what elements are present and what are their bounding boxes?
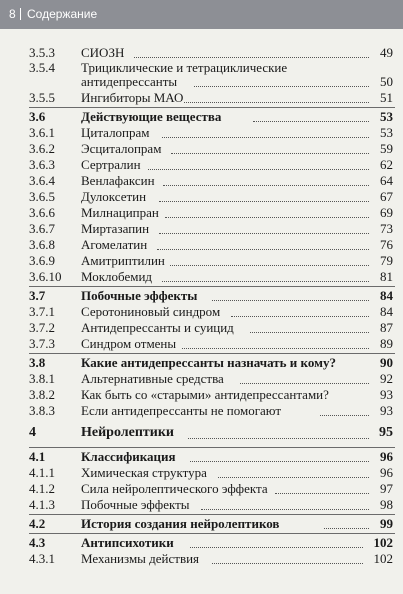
- entry-title: Циталопрам: [81, 125, 150, 140]
- dot-leader: [218, 477, 369, 478]
- entry-page: 59: [380, 141, 393, 156]
- dot-leader: [159, 201, 369, 202]
- entry-page: 90: [380, 355, 393, 370]
- entry-page: 62: [380, 157, 393, 172]
- entry-number: 3.7: [29, 288, 46, 303]
- entry-title: Побочные эффекты: [81, 497, 190, 512]
- entry-page: 87: [380, 320, 393, 335]
- dot-leader: [231, 316, 369, 317]
- entry-number: 4.1.3: [29, 497, 55, 512]
- dot-leader: [134, 57, 369, 58]
- entry-title: История создания нейролептиков: [81, 516, 280, 531]
- dot-leader: [194, 86, 369, 87]
- dot-leader: [148, 169, 369, 170]
- section-divider: [29, 447, 395, 448]
- entry-title: СИОЗН: [81, 45, 125, 60]
- entry-title: Нейролептики: [81, 425, 174, 440]
- entry-page: 84: [380, 304, 393, 319]
- page-number: 8: [9, 7, 16, 21]
- entry-number: 3.6.8: [29, 237, 55, 252]
- dot-leader: [324, 528, 369, 529]
- entry-page: 98: [380, 497, 393, 512]
- entry-title: Синдром отмены: [81, 336, 177, 351]
- entry-page: 79: [380, 253, 393, 268]
- entry-page: 92: [380, 371, 393, 386]
- entry-number: 4.1.1: [29, 465, 55, 480]
- entry-number: 3.6.7: [29, 221, 55, 236]
- dot-leader: [190, 461, 369, 462]
- entry-title: Амитриптилин: [81, 253, 165, 268]
- dot-leader: [201, 509, 369, 510]
- entry-title: Как быть со «старыми» антидепрессантами?: [81, 387, 329, 402]
- entry-page: 50: [380, 74, 393, 89]
- entry-page: 69: [380, 205, 393, 220]
- entry-page: 81: [380, 269, 393, 284]
- entry-title: Агомелатин: [81, 237, 148, 252]
- entry-title: Механизмы действия: [81, 551, 200, 566]
- entry-number: 3.6.2: [29, 141, 55, 156]
- dot-leader: [253, 121, 369, 122]
- dot-leader: [170, 265, 369, 266]
- entry-page: 73: [380, 221, 393, 236]
- entry-title: Эсциталопрам: [81, 141, 162, 156]
- entry-number: 4.3: [29, 535, 46, 550]
- entry-title: Милнаципран: [81, 205, 159, 220]
- dot-leader: [157, 249, 369, 250]
- entry-page: 53: [380, 109, 393, 124]
- entry-title: Дулоксетин: [81, 189, 147, 204]
- dot-leader: [250, 332, 369, 333]
- entry-title: Действующие вещества: [81, 109, 222, 124]
- entry-title: Если антидепрессанты не помогают: [81, 403, 282, 418]
- entry-title: Альтернативные средства: [81, 371, 224, 386]
- entry-number: 3.6.3: [29, 157, 55, 172]
- entry-number: 4.1: [29, 449, 46, 464]
- entry-number: 3.5.4: [29, 60, 55, 75]
- dot-leader: [163, 185, 369, 186]
- entry-page: 99: [380, 516, 393, 531]
- dot-leader: [275, 493, 369, 494]
- entry-number: 4.1.2: [29, 481, 55, 496]
- entry-title: Миртазапин: [81, 221, 150, 236]
- entry-page: 96: [380, 465, 393, 480]
- section-divider: [29, 514, 395, 515]
- entry-number: 3.5.3: [29, 45, 55, 60]
- entry-number: 4.2: [29, 516, 46, 531]
- dot-leader: [171, 153, 369, 154]
- entry-number: 3.6.6: [29, 205, 55, 220]
- entry-page: 93: [380, 403, 393, 418]
- entry-page: 89: [380, 336, 393, 351]
- entry-number: 3.7.2: [29, 320, 55, 335]
- entry-title-line2: антидепрессанты: [81, 74, 178, 89]
- entry-title: Классификация: [81, 449, 176, 464]
- dot-leader: [182, 348, 369, 349]
- entry-number: 4.3.1: [29, 551, 55, 566]
- entry-title: Антидепрессанты и суицид: [81, 320, 234, 335]
- section-divider: [29, 107, 395, 108]
- entry-page: 102: [373, 551, 393, 566]
- entry-number: 3.7.1: [29, 304, 55, 319]
- dot-leader: [240, 383, 369, 384]
- entry-number: 3.8: [29, 355, 46, 370]
- entry-page: 97: [380, 481, 393, 496]
- entry-number: 3.8.3: [29, 403, 55, 418]
- entry-page: 49: [380, 45, 393, 60]
- entry-number: 3.6: [29, 109, 46, 124]
- entry-number: 3.8.2: [29, 387, 55, 402]
- header-separator: [20, 8, 21, 20]
- entry-page: 64: [380, 173, 393, 188]
- entry-number: 3.6.4: [29, 173, 55, 188]
- entry-page: 102: [373, 535, 393, 550]
- entry-title: Сила нейролептического эффекта: [81, 481, 268, 496]
- entry-page: 67: [380, 189, 393, 204]
- entry-title: Побочные эффекты: [81, 288, 198, 303]
- entry-title: Ингибиторы МАО: [81, 90, 184, 105]
- dot-leader: [162, 137, 369, 138]
- dot-leader: [159, 233, 369, 234]
- dot-leader: [320, 415, 369, 416]
- entry-page: 53: [380, 125, 393, 140]
- entry-page: 93: [380, 387, 393, 402]
- dot-leader: [165, 217, 369, 218]
- entry-number: 3.6.1: [29, 125, 55, 140]
- section-divider: [29, 286, 395, 287]
- entry-number: 3.7.3: [29, 336, 55, 351]
- header-title: Содержание: [27, 7, 98, 21]
- entry-page: 84: [380, 288, 393, 303]
- running-header: [0, 0, 403, 29]
- entry-title: Сертралин: [81, 157, 141, 172]
- dot-leader: [212, 563, 363, 564]
- entry-title: Моклобемид: [81, 269, 153, 284]
- section-divider: [29, 533, 395, 534]
- dot-leader: [184, 102, 369, 103]
- entry-page: 95: [379, 425, 393, 440]
- entry-title: Антипсихотики: [81, 535, 174, 550]
- entry-number: 3.6.5: [29, 189, 55, 204]
- dot-leader: [190, 547, 363, 548]
- table-of-contents: [0, 29, 403, 594]
- entry-title: Химическая структура: [81, 465, 207, 480]
- entry-title: Какие антидепрессанты назначать и кому?: [81, 355, 336, 370]
- dot-leader: [212, 300, 369, 301]
- entry-page: 76: [380, 237, 393, 252]
- entry-number: 3.6.9: [29, 253, 55, 268]
- dot-leader: [162, 281, 369, 282]
- section-divider: [29, 353, 395, 354]
- entry-page: 51: [380, 90, 393, 105]
- entry-number: 4: [29, 425, 36, 440]
- entry-number: 3.5.5: [29, 90, 55, 105]
- dot-leader: [188, 438, 369, 439]
- entry-title: Серотониновый синдром: [81, 304, 221, 319]
- entry-title: Венлафаксин: [81, 173, 155, 188]
- entry-page: 96: [380, 449, 393, 464]
- entry-number: 3.8.1: [29, 371, 55, 386]
- entry-number: 3.6.10: [29, 269, 62, 284]
- entry-title: Трициклические и тетрациклические: [81, 60, 288, 75]
